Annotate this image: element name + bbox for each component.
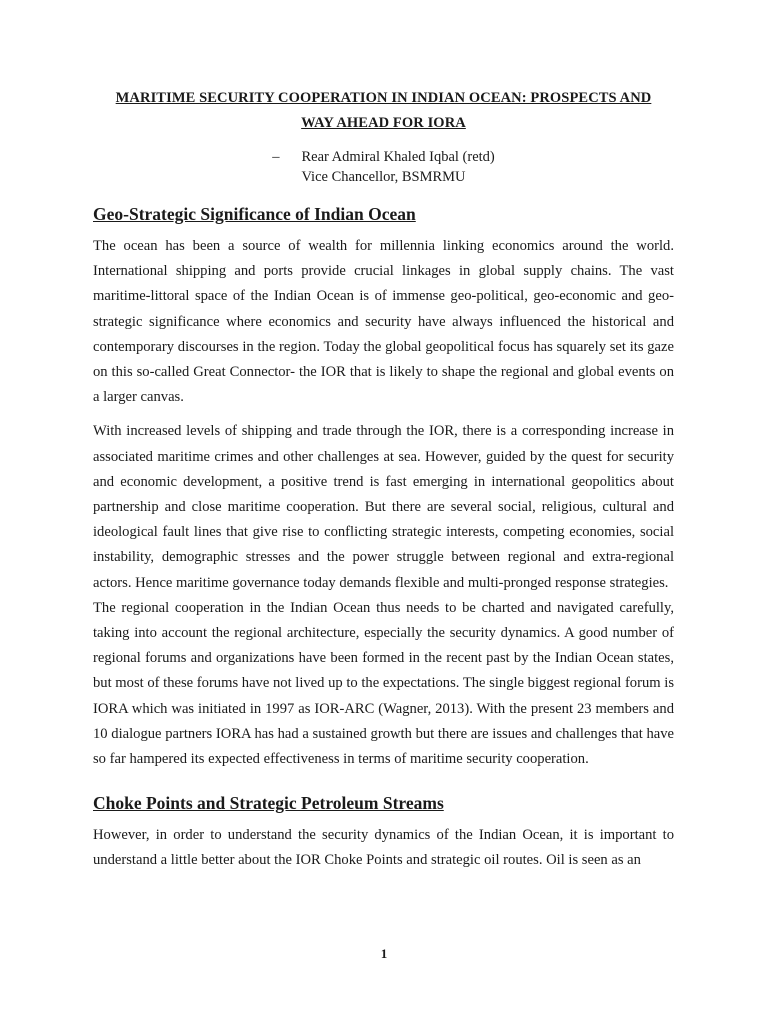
page-number: 1 [380, 946, 388, 961]
section-heading-geo-strategic: Geo-Strategic Significance of Indian Ocean [93, 204, 416, 224]
paragraph: However, in order to understand the security dynamics of the Indian Ocean, it is important to understand a little better about the IOR Choke Points and strategic oil routes. Oil is seen as an [93, 827, 674, 869]
author-name-line [93, 147, 674, 167]
author-dash: – [272, 149, 280, 165]
title-line-2: WAY AHEAD FOR IORA [301, 115, 466, 131]
author-block [93, 147, 674, 187]
paragraph: With increased levels of shipping and trade through the IOR, there is a corresponding increase in associated maritime crimes and other challenges at sea. However, guided by the quest for security and economic development, a positive trend is fast emerging in international geopolitics about partnership and close maritime cooperation. But there are several social, religious, cultural and ideological fault lines that give rise to conflicting strategic interests, competing economies, social instability, demographic stresses and the power struggle between regional and extra-regional actors. Hence maritime governance today demands flexible and multi-pronged response strategies. [93, 423, 674, 591]
title-line-1: MARITIME SECURITY COOPERATION IN INDIAN OCEAN: PROSPECTS AND [115, 90, 652, 106]
author-name: Rear Admiral Khaled Iqbal (retd) [301, 149, 495, 165]
section-heading-choke-points: Choke Points and Strategic Petroleum Streams [93, 793, 444, 814]
document-page [93, 86, 674, 874]
document-title [93, 86, 674, 136]
paragraph: The regional cooperation in the Indian Ocean thus needs to be charted and navigated carefully, taking into account the regional architecture, especially the security dynamics. A good number of regional forums and organizations have been formed in the recent past by the Indian Ocean states, but most of these forums have not lived up to the expectations. The single biggest regional forum is IORA which was initiated in 1997 as IOR-ARC (Wagner, 2013). With the present 23 members and 10 dialogue partners IORA has had a sustained growth but there are issues and challenges that have so far hampered its expected effectiveness in terms of maritime security cooperation. [93, 599, 674, 768]
author-role: Vice Chancellor, BSMRMU [301, 169, 466, 185]
paragraph: The ocean has been a source of wealth for millennia linking economics around the world. International shipping and ports provide crucial linkages in global supply chains. The vast maritime-littoral space of the Indian Ocean is of immense geo-political, geo-economic and geo-strategic significance where economics and security have always influenced the historical and contemporary discourses in the region. Today the global geopolitical focus has squarely set its gaze on this so-called Great Connector- the IOR that is likely to shape the regional and global events on a larger canvas. [93, 238, 674, 406]
